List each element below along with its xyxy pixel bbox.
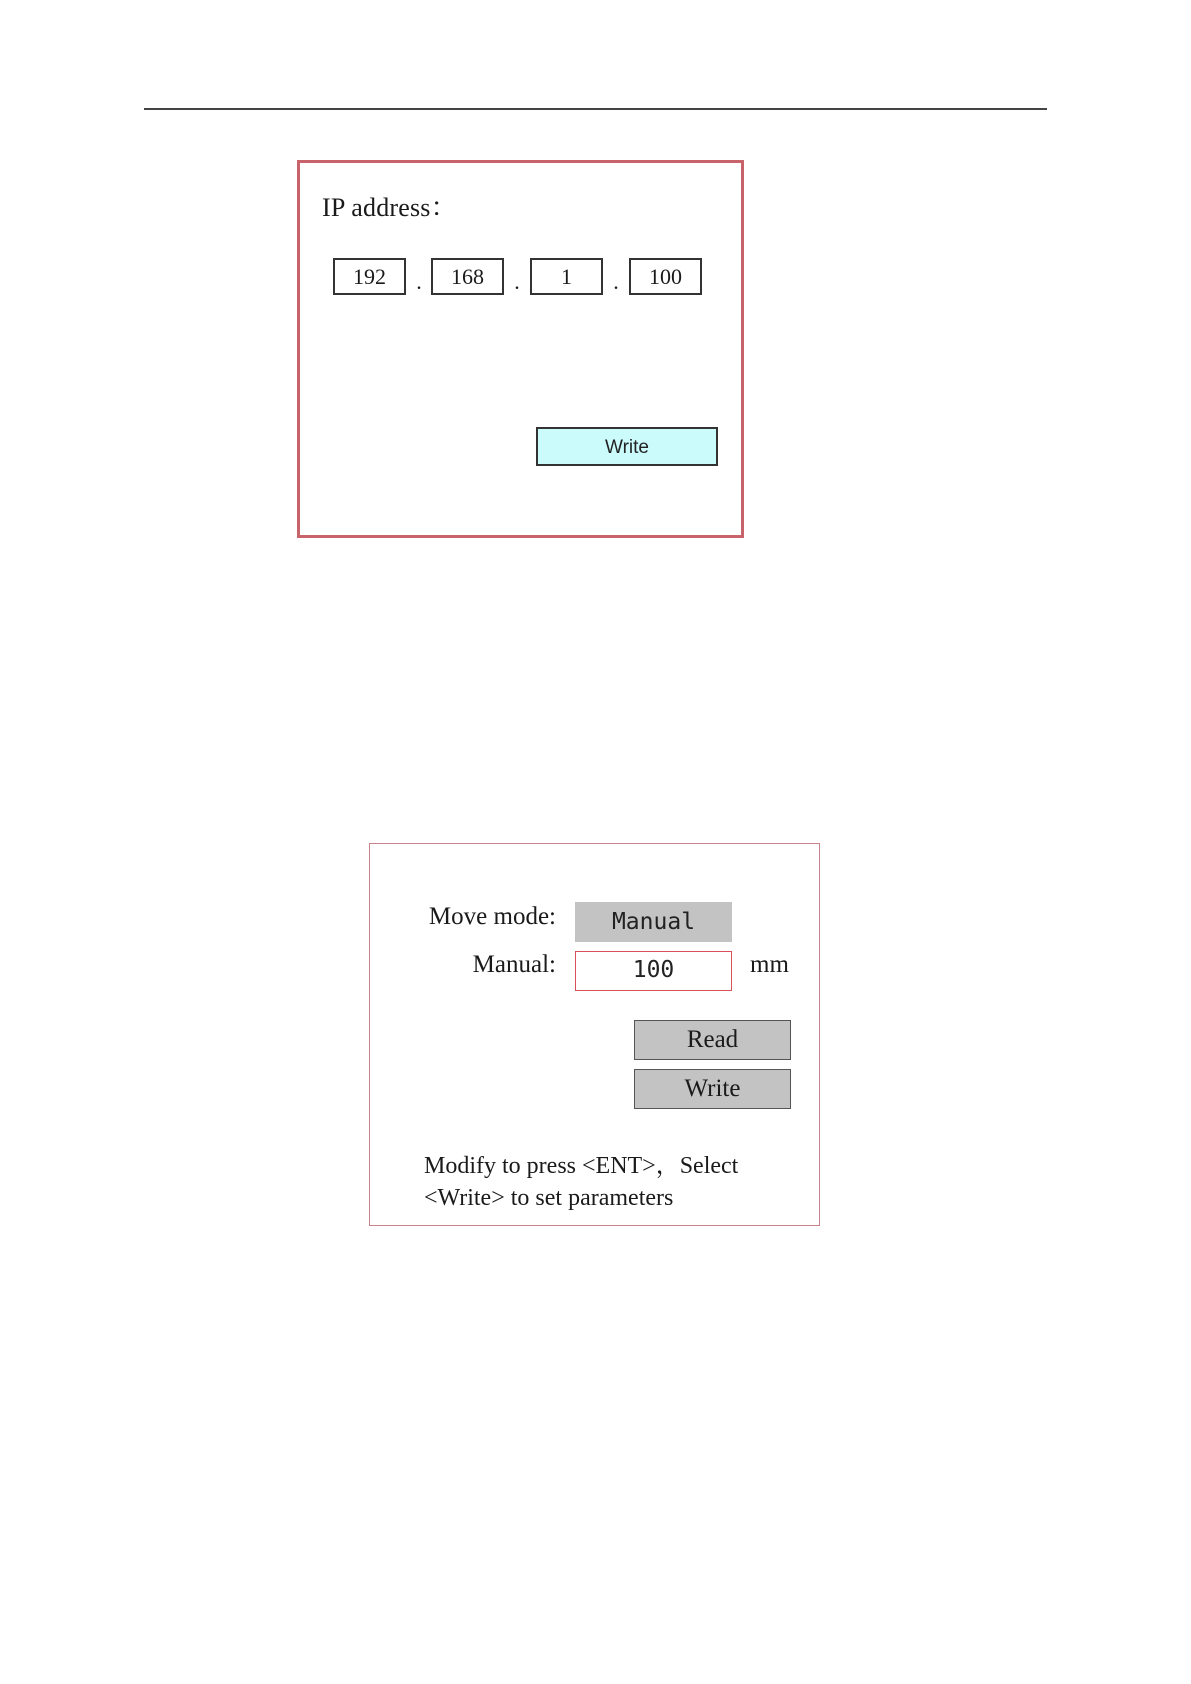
manual-distance-field[interactable]: 100 [575,951,732,991]
ip-write-button[interactable]: Write [536,427,718,466]
read-button[interactable]: Read [634,1020,791,1060]
ip-address-panel [297,160,744,538]
manual-label: Manual: [472,951,556,978]
hint-line-1: Modify to press <ENT>，Select [424,1153,739,1179]
move-mode-panel [369,843,820,1226]
ip-separator-1: . [416,269,422,294]
ip-octet-2-field[interactable]: 168 [431,258,504,295]
header-rule [144,108,1047,110]
ip-octet-4-field[interactable]: 100 [629,258,702,295]
ip-octet-3-field[interactable]: 1 [530,258,603,295]
move-mode-field[interactable]: Manual [575,902,732,942]
ip-separator-2: . [514,269,520,294]
hint-line-2: <Write> to set parameters [424,1185,674,1211]
unit-label: mm [750,951,789,978]
ip-octet-1-field[interactable]: 192 [333,258,406,295]
move-mode-label: Move mode: [428,903,556,930]
ip-separator-3: . [613,269,619,294]
ip-address-title: IP address： [322,193,457,222]
instruction-hint [424,1150,804,1214]
write-button[interactable]: Write [634,1069,791,1109]
